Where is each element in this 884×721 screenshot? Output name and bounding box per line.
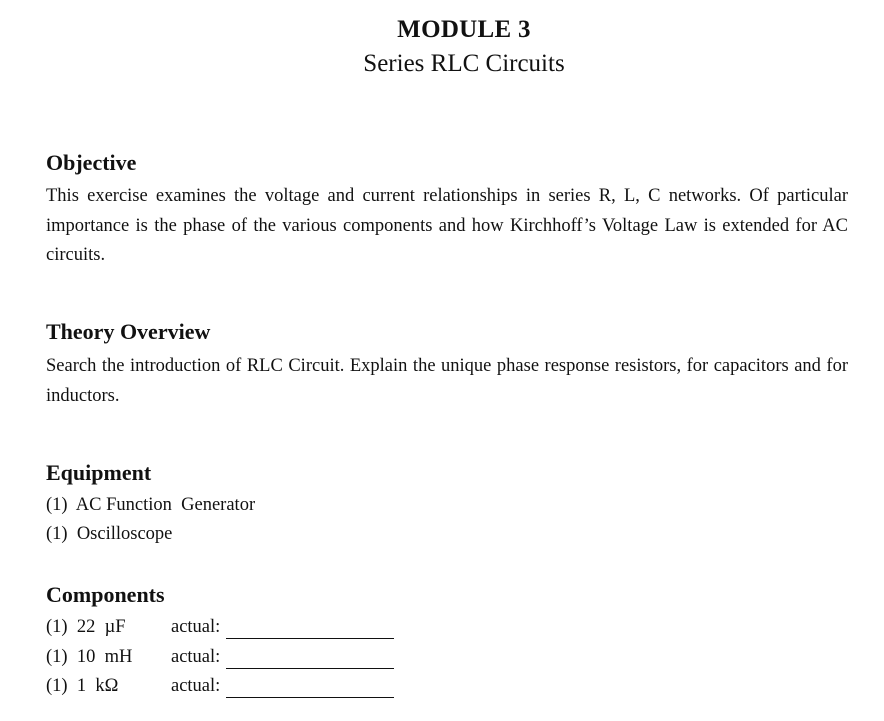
actual-value-blank[interactable] bbox=[226, 697, 394, 698]
component-quantity: (1) 10 mH bbox=[46, 647, 133, 667]
equipment-item: (1) AC Function Generator bbox=[46, 495, 256, 515]
equipment-heading: Equipment bbox=[46, 460, 152, 485]
component-quantity: (1) 1 kΩ bbox=[46, 676, 119, 696]
component-actual-label: actual: bbox=[171, 676, 221, 696]
objective-text: This exercise examines the voltage and current relationships in series R, L, C networks. Of particular importance is the phase of the various components and how Kirchhoff’s Voltage Law is extended for AC circuits. bbox=[46, 186, 848, 265]
actual-value-blank[interactable] bbox=[226, 638, 394, 639]
theory-heading: Theory Overview bbox=[46, 319, 211, 344]
components-heading: Components bbox=[46, 582, 165, 607]
component-quantity: (1) 22 µF bbox=[46, 617, 126, 637]
component-actual-label: actual: bbox=[171, 647, 221, 667]
component-actual-label: actual: bbox=[171, 617, 221, 637]
module-title: Series RLC Circuits bbox=[363, 50, 565, 77]
module-number: MODULE 3 bbox=[397, 16, 531, 43]
actual-value-blank[interactable] bbox=[226, 668, 394, 669]
equipment-item: (1) Oscilloscope bbox=[46, 524, 173, 544]
theory-text: Search the introduction of RLC Circuit. Explain the unique phase response resistors, for capacitors and for inductors. bbox=[46, 356, 848, 406]
objective-heading: Objective bbox=[46, 150, 137, 175]
